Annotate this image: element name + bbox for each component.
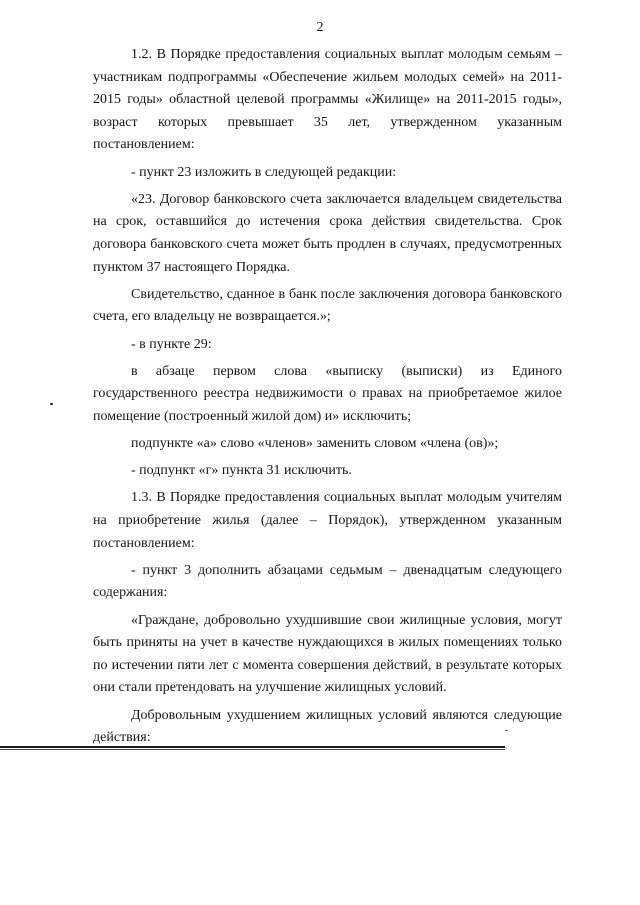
bottom-rule-shadow <box>0 749 505 750</box>
paragraph-item-23-text: «23. Договор банковского счета заключается владельцем свидетельства на срок, оставшийся до истечения срока действия свидетельства. Срок договора банковского счета может быть продлен в случаях, предусмотренных пунктом 37 настоящего Порядка. <box>93 191 562 275</box>
paragraph-citizens: «Граждане, добровольно ухудшившие свои жилищные условия, могут быть приняты на учет в качестве нуждающихся в жилых помещениях только по истечении пяти лет с момента совершения действий, в результате которых они стали претендовать на улучшение жилищных условий. <box>93 612 562 696</box>
paragraph-item-29-first: в абзаце первом слова «выписку (выписки) из Единого государственного реестра недвижимости о правах на приобретаемое жилое помещение (построенный жилой дом) и» исключить; <box>93 363 562 424</box>
paragraph-subitem-g: - подпункт «г» пункта 31 исключить. <box>131 463 352 479</box>
paragraph-1-2: 1.2. В Порядке предоставления социальных выплат молодым семьям – участникам подпрограммы «Обеспечение жильем молодых семей» на 2011-2015 годы» областной целевой программы «Жилище» на 2011-2015 годы», возраст которых превышает 35 лет, утвержденном указанным постановлением: <box>93 47 562 153</box>
paragraph-item-29-intro: - в пункте 29: <box>131 336 212 352</box>
page-number: 2 <box>316 20 324 35</box>
paragraph-subitem-a: подпункте «а» слово «членов» заменить словом «члена (ов)»; <box>131 436 499 452</box>
paragraph-certificate: Свидетельство, сданное в банк после заключения договора банковского счета, его владельцу не возвращается.»; <box>93 286 562 325</box>
paragraph-item-23-intro: - пункт 23 изложить в следующей редакции: <box>131 164 397 180</box>
bottom-rule <box>0 746 505 748</box>
scan-mark <box>505 730 508 731</box>
scan-speck <box>50 403 53 405</box>
paragraph-item-3-intro: - пункт 3 дополнить абзацами седьмым – двенадцатым следующего содержания: <box>93 562 562 601</box>
document-body <box>93 44 562 754</box>
paragraph-voluntary: Добровольным ухудшением жилищных условий являются следующие действия: <box>93 707 562 746</box>
paragraph-1-3: 1.3. В Порядке предоставления социальных выплат молодым учителям на приобретение жилья (далее – Порядок), утвержденном указанным постановлением: <box>93 490 562 551</box>
